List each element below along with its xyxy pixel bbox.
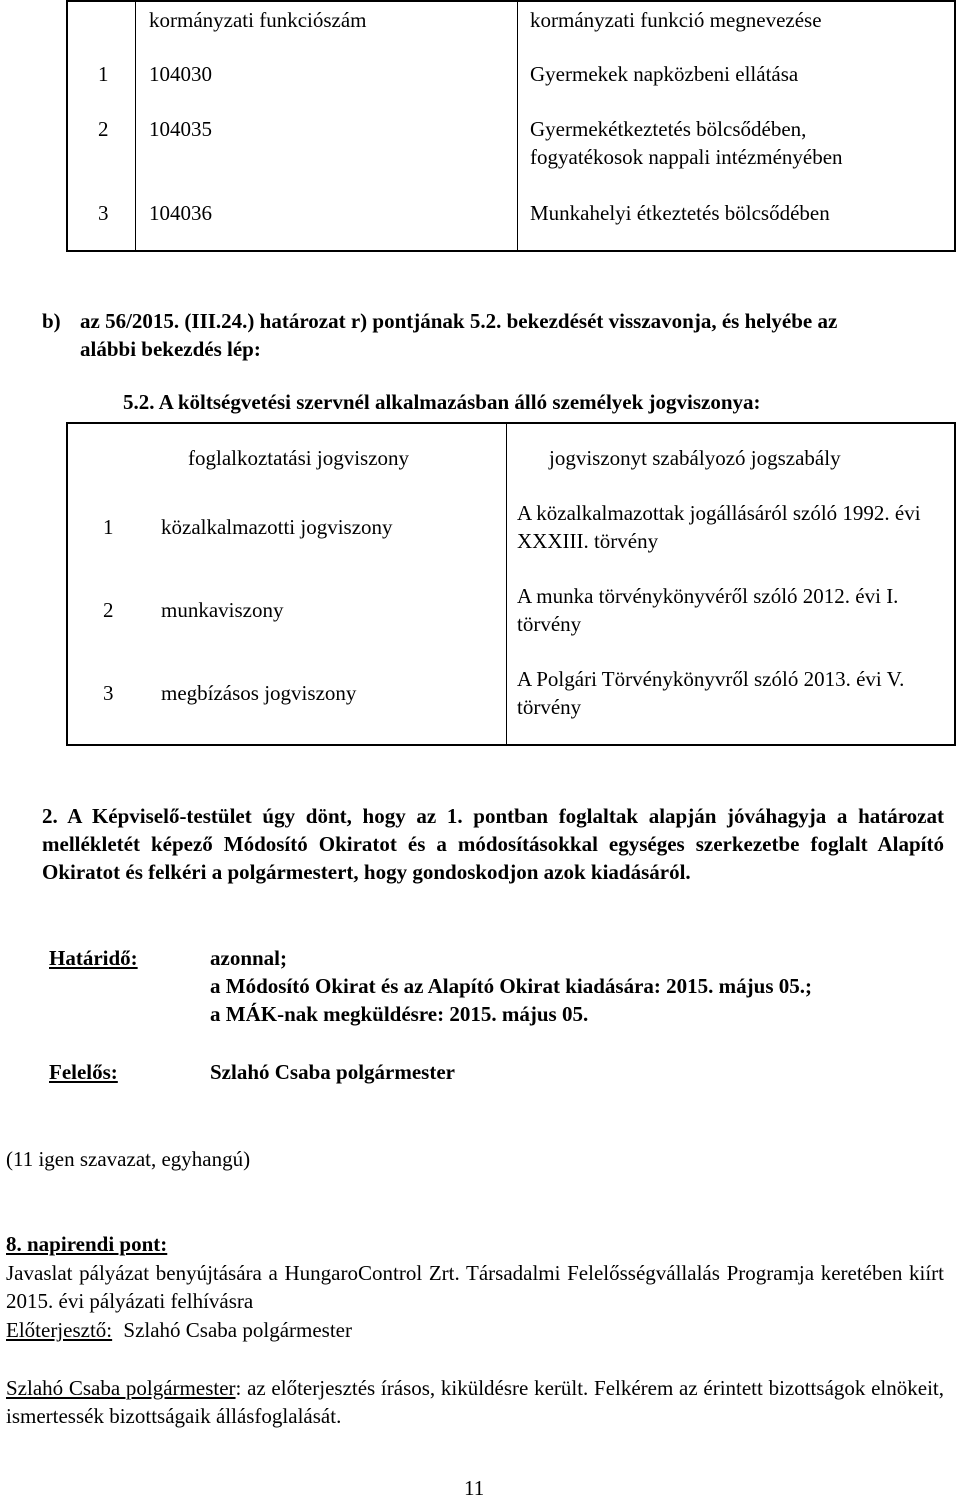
table2-row-index: 2: [103, 598, 114, 622]
table1-header-number: kormányzati funkciószám: [149, 8, 367, 32]
deadline-line: a MÁK-nak megküldésre: 2015. május 05.: [210, 1002, 589, 1026]
table2-column-divider: [506, 422, 507, 746]
agenda-presenter: [6, 1316, 352, 1344]
point-2-paragraph: 2. A Képviselő-testület úgy dönt, hogy az 1. pontban foglaltak alapján jóváhagyja a határozat mellékletét képező Módosító Okiratot és a módosításokkal egységes szerkezetbe foglalt Alapító Okiratot és felkéri a polgármestert, hogy gondoskodjon azok kiadásáról.: [42, 804, 944, 884]
table1-column-divider: [517, 0, 518, 252]
table1-row-index: 3: [98, 201, 109, 225]
table1-row-code: 104036: [149, 201, 212, 225]
presenter-label: Előterjesztő:: [6, 1318, 113, 1342]
deadline-line: a Módosító Okirat és az Alapító Okirat kiadására: 2015. május 05.;: [210, 974, 812, 998]
table1-row-code: 104035: [149, 117, 212, 141]
table2-row-index: 3: [103, 681, 114, 705]
section-b-text: az 56/2015. (III.24.) határozat r) pontjának 5.2. bekezdését visszavonja, és helyébe az alábbi bekezdés lép:: [80, 309, 838, 361]
vote-result: (11 igen szavazat, egyhangú): [6, 1147, 251, 1171]
table1-row-code: 104030: [149, 62, 212, 86]
table1-row-name: Gyermekek napközbeni ellátása: [530, 62, 799, 86]
table2-row-type: munkaviszony: [161, 598, 284, 622]
table1-row-index: 2: [98, 117, 109, 141]
table2-row-law: A közalkalmazottak jogállásáról szóló 1992. évi XXXIII. törvény: [517, 501, 921, 553]
agenda-label: 8. napirendi pont:: [6, 1232, 168, 1256]
table1-row-name: Gyermekétkeztetés bölcsődében, fogyatékosok nappali intézményében: [530, 117, 843, 169]
table2-header-law: jogviszonyt szabályozó jogszabály: [549, 446, 841, 470]
table2-row-type: megbízásos jogviszony: [161, 681, 357, 705]
table2-row-index: 1: [103, 515, 114, 539]
deadline-line: azonnal;: [210, 946, 288, 970]
table1-row-index: 1: [98, 62, 109, 86]
clause-5-2-heading: 5.2. A költségvetési szervnél alkalmazásban álló személyek jogviszonya:: [123, 390, 761, 414]
presenter-value: Szlahó Csaba polgármester: [123, 1318, 352, 1342]
speech-text: : az előterjesztés írásos, kiküldésre került. Felkérem az érintett bizottságok elnökeit, ismertessék bizottságaik állásfoglalását.: [6, 1376, 944, 1428]
table1-header-name: kormányzati funkció megnevezése: [530, 8, 822, 32]
section-b-marker: b): [42, 309, 61, 333]
responsible-value: Szlahó Csaba polgármester: [210, 1060, 455, 1084]
speaker-name: Szlahó Csaba polgármester: [6, 1376, 236, 1400]
table2-row-type: közalkalmazotti jogviszony: [161, 515, 393, 539]
page-number: 11: [464, 1476, 485, 1500]
table1-column-divider: [135, 0, 136, 252]
table2-header-type: foglalkoztatási jogviszony: [188, 446, 410, 470]
agenda-text: Javaslat pályázat benyújtására a HungaroControl Zrt. Társadalmi Felelősségvállalás Programja keretében kiírt 2015. évi pályázati felhívásra: [6, 1261, 944, 1313]
table2-row-law: A Polgári Törvénykönyvről szóló 2013. évi V. törvény: [517, 667, 905, 719]
table1-row-name: Munkahelyi étkeztetés bölcsődében: [530, 201, 830, 225]
deadline-label: Határidő:: [49, 946, 138, 970]
table2-row-law: A munka törvénykönyvéről szóló 2012. évi I. törvény: [517, 584, 899, 636]
speech-paragraph: [6, 1374, 944, 1430]
responsible-label: Felelős:: [49, 1060, 118, 1084]
